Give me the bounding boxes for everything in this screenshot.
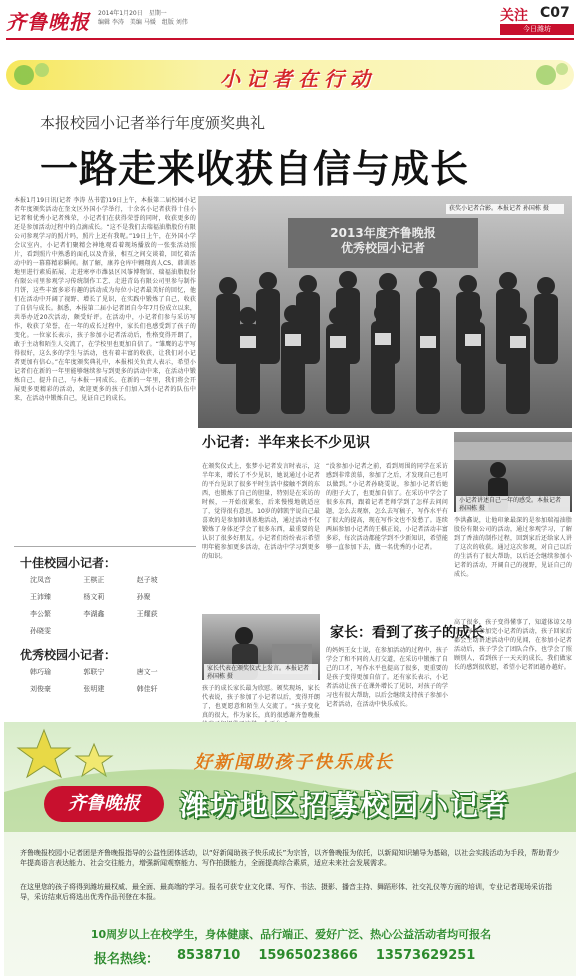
section-name: 关注 (500, 8, 528, 24)
parent-photo-caption: 家长代表在颁奖仪式上发言。本报记者 孙国栋 摄 (204, 664, 318, 682)
ad-hotline (94, 948, 475, 967)
article-subtitle: 本报校园小记者举行年度颁奖典礼 (40, 114, 266, 132)
section2-col2: 的妈妈王女士说，在参加活动的过程中，孩子学会了和不同的人打交道，在采访中锻炼了自己的口才，写作水平也提高了很多，更重要的是孩子变得更加自信了。还有家长表示，小记者活动让孩子在课外增长了见识，对孩子的学习也有很大帮助，以后会继续支持孩子参加小记者活动，在活动中快乐成长。 (326, 647, 449, 708)
award-name: 王沛臻 (30, 593, 51, 601)
ad-logo: 齐鲁晚报 (44, 786, 164, 822)
ad-requirements: 10周岁以上在校学生，身体健康、品行端正、爱好广泛、热心公益活动者均可报名 (90, 928, 492, 941)
ad-body-1: 齐鲁晚报校园小记者团是齐鲁晚报指导的公益性团体活动，以“好新闻助孩子快乐成长”为宗旨，以齐鲁晚报为依托，以新闻知识辅导为基础，以社会实践活动为手段，帮助青少年提高语言表达能力、社会交往能力，增强新闻观察能力、写作拍摄能力，全面提高综合素质，适应未来社会发展需求。 (20, 849, 560, 867)
ad-phone: 15965023866 (258, 948, 358, 963)
section2-heading: 家长：看到了孩子的成长 (330, 625, 484, 641)
section1-heading: 小记者：半年来长不少见识 (202, 435, 370, 451)
award-list-top10 (30, 572, 190, 640)
article-headline: 一路走来收获自信与成长 (40, 147, 470, 191)
speaker-photo-caption: 小记者讲述自己一年的感受。本报记者 孙国栋 摄 (456, 496, 570, 514)
masthead-date: 2014年1月20日 星期一 (98, 10, 167, 17)
masthead-logo: 齐鲁晚报 (6, 10, 90, 34)
parent-photo (202, 614, 320, 680)
ad-slogan: 好新闻助孩子快乐成长 (194, 752, 394, 773)
award-name: 沈凤音 (30, 576, 51, 584)
masthead-editors: 编辑 李涛 美编 马媛 组版 刘伟 (98, 19, 188, 26)
award-list-title-top10: 十佳校园小记者： (20, 556, 117, 570)
article-body-col1: 本报1月19日讯(记者 李涛 丛书蕾)19日上午，本报第二届校园小记者年度颁奖活动在奎文区外国小学举行，十余名小记者获得十佳小记者和优秀小记者殊荣，小记者们在获得荣誉的同时，收获更多的还是参加活动过程中的点滴成长。“这不是我们去瑞福油脂股份有限公司参观学习的照片吗，照片上还有我呢。”19日上午，在外国小学会议室内，小记者们聚精会神地观看着现场播放的一张张活动照片，看到照片中熟悉的面孔以及背景，相互之间交谈着，回忆着活动中的一幕幕精彩瞬间。据了解，康养仓库中翱翔真人CS、韩训基地里进行素质拓展、走进寒亭市潍县区风筝博物馆、瑞福油脂股份有限公司里参观学习传统制作工艺、走进青岛有限公司里参与制作月饼，这些丰富多彩有趣的活动成为每位小记者最美好的回忆，他们在活动中开阔了视野、增长了见识，在实践中锻炼了自己，收获了自信与成长。据悉，本报第二届小记者团自今年7月份成立以来，共举办近20次活动，颇受好评。在活动中，小记者们参与采访写作，收获了荣誉，在一年的成长过程中，家长们也感受到了孩子的变化。一位家长表示，孩子参加小记者活动后，性格变得开朗了，敢于主动和陌生人交流了，在学校里也更加自信了。“雏鹰的志宇写得很好，这么多的学生与活动，也有着丰富的收获，让我们对小记者更加有信心。”在年度颁奖典礼中，本报相关负责人表示，希望小记者们在新的一年里能够继续参与到更多的活动中来，在活动中锻炼自己、提升自己，与本报一同成长。在新的一年里，我们将会开展更多更精彩的活动，欢迎更多的孩子们加入到小记者的队伍中来，在活动中锻炼自己，见证自己的成长。 (14, 197, 196, 402)
group-photo (198, 196, 572, 428)
award-name: 郭联宁 (83, 668, 105, 676)
award-name: 孙聚 (136, 593, 151, 601)
award-list-title-excellent: 优秀校园小记者： (20, 648, 117, 662)
award-name: 孙晓雯 (30, 627, 51, 635)
recruitment-ad (4, 722, 576, 976)
ad-phone: 13573629251 (375, 948, 476, 963)
award-name: 张明建 (83, 685, 105, 693)
ad-body-2: 在这里您的孩子将得到潍坊最权威、最全面、最高端的学习。报名可获专业文化课、写作、书法、摄影、播音主持、舞蹈形体、社交礼仪等方面的培训，专业记者现场采访指导，采访结束后将选出优秀作品刊登在本报。 (20, 883, 552, 901)
award-name: 赵子坡 (136, 576, 158, 584)
award-name: 唐文一 (136, 668, 158, 676)
award-list-excellent (30, 664, 190, 698)
divider (14, 546, 196, 547)
award-name: 韩佳轩 (136, 685, 158, 693)
section2-col3: 高了很多，孩子变得懂事了，知道体谅父母了。每次参加完小记者的活动，孩子回家后都会主动讲述活动中的见闻，在参加小记者活动后，孩子学会了团队合作，也学会了照顾别人，看到孩子一天天的成长，我们做家长的感到很欣慰，希望小记者团越办越好。 (454, 619, 572, 671)
section1-col1: 在颁奖仪式上，张梦小记者发言时表示，这半年来，增长了不少见识，她说通过小记者的平台见识了很多平时生活中接触不到的东西，也锻炼了自己的胆量，特别是在采访的时候，一开始很紧张，后来慢慢地就适应了，觉得很有意思。10岁的韩凯宇说自己最喜欢的是参加韩训基地活动，通过活动不仅锻炼了身体还学会了很多东西，最重要的是认识了很多好朋友。小记者们纷纷表示希望明年能参加更多活动，在活动中学习到更多的知识。 (202, 463, 320, 560)
award-name: 李公繁 (30, 610, 51, 618)
group-photo-caption: 获奖小记者合影。本报记者 孙国栋 摄 (446, 204, 564, 214)
award-name: 王耀荻 (136, 610, 158, 618)
award-name: 杨文莉 (83, 593, 105, 601)
ad-title: 潍坊地区招募校园小记者 (180, 789, 511, 822)
speaker-photo (454, 432, 572, 512)
photo-banner-line2: 优秀校园小记者 (340, 241, 425, 255)
section2-col1: 孩子的成长家长最为欣慰。颁奖现场，家长代表说，孩子参加了小记者以后，变得开朗了，也更愿意和陌生人交流了。“孩子变化真的很大，作为家长，真的很感谢齐鲁晚报 (202, 685, 320, 719)
ad-hotline-label: 报名热线： (94, 952, 160, 967)
section1-col2: “没参加小记者之前，看到周围的同学在采访感到非常羡慕，参加了之后，才发现自己也可以做到。”小记者孙晓雯说，参加小记者后她的胆子大了，也更加自信了。在采访中学会了很多东西，跟着记者老师学到了怎样去问问题，怎么去观察，怎么去写稿子，写作水平有了很大的提高，现在写作文也不发愁了。连续两届参加小记者的王棋正说，小记者活动丰富多彩，每次活动都能学到不少新知识，希望能够一直参加下去，做一名优秀的小记者。 (326, 463, 449, 551)
award-name: 王棋正 (83, 576, 105, 584)
banner-title: 小记者在行动 (220, 67, 376, 91)
award-name: 刘俊豪 (30, 685, 51, 693)
section1-col3: 李洪鑫说，让他印象最深的是参加瑞福油脂股份有限公司的活动，通过参观学习，了解到了香油的制作过程，回到家后还给家人讲了这次的收获。通过这次参观，对自己以后的生活有了很大帮助，以后还会继续参加小记者的活动，开阔自己的视野，见证自己的成长。 (454, 517, 572, 578)
edition-label: 今日潍坊 (500, 24, 574, 35)
page-number: C07 (540, 5, 570, 21)
award-name: 李湖鑫 (83, 610, 105, 618)
masthead-rule (6, 38, 574, 40)
award-name: 韩巧瑜 (30, 668, 51, 676)
ad-phone: 8538710 (177, 948, 241, 963)
photo-banner-line1: 2013年度齐鲁晚报 (330, 226, 436, 240)
